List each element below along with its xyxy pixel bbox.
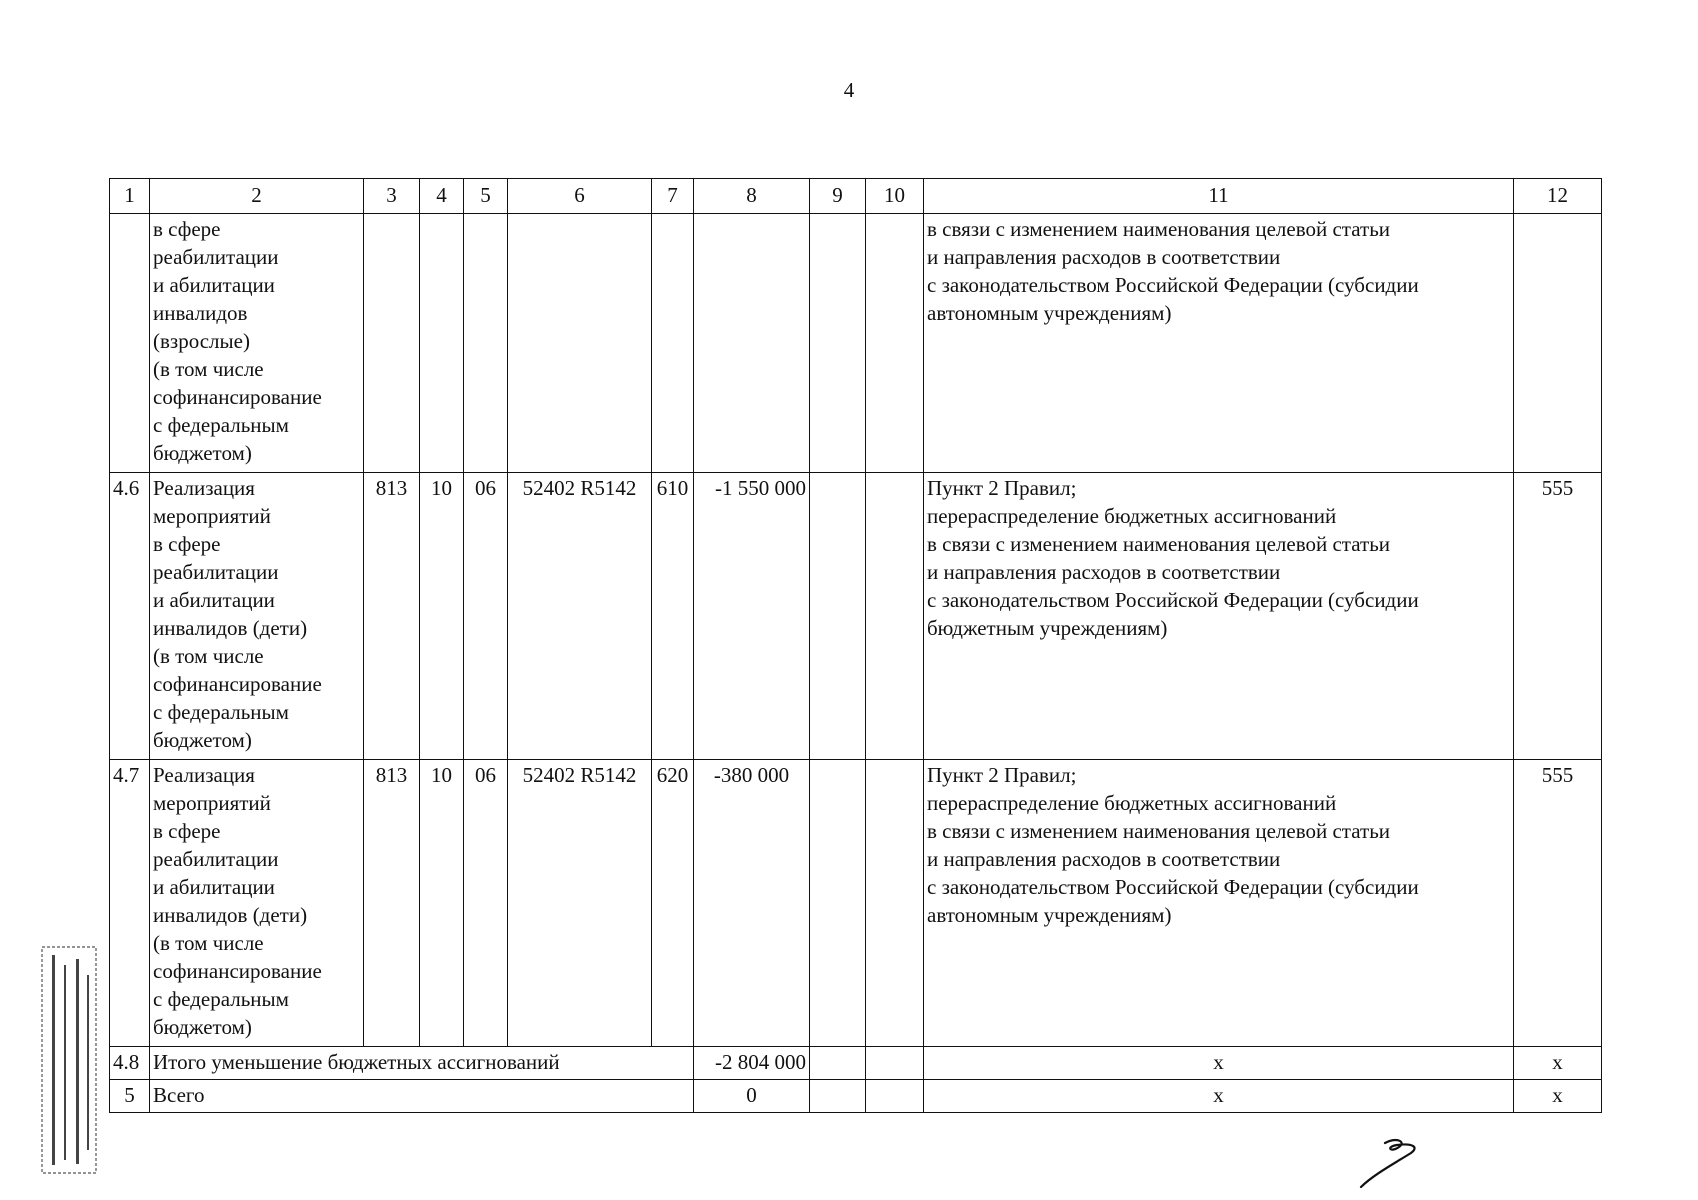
reason-text: в связи с изменением наименования целевой статьи и направления расходов в соответствии с законодательством Российской Федерации (субсидии автономным учреждениям) — [924, 214, 1514, 473]
total-label: Итого уменьшение бюджетных ассигнований — [150, 1047, 694, 1080]
expense-type: 620 — [652, 760, 694, 1047]
target-article: 52402 R5142 — [508, 760, 652, 1047]
header-cell: 12 — [1514, 179, 1602, 214]
total-row — [110, 1080, 1602, 1113]
header-cell: 6 — [508, 179, 652, 214]
header-cell: 2 — [150, 179, 364, 214]
ministry-code: 813 — [364, 473, 420, 760]
header-cell: 5 — [464, 179, 508, 214]
expense-name: Реализация мероприятий в сфере реабилитации и абилитации инвалидов (дети) (в том числе софинансирование с федеральным бюджетом) — [150, 760, 364, 1047]
header-cell: 4 — [420, 179, 464, 214]
row-number: 4.8 — [110, 1047, 150, 1080]
section-code: 10 — [420, 473, 464, 760]
amount-col10 — [866, 760, 924, 1047]
signature — [1355, 1135, 1435, 1190]
header-cell: 7 — [652, 179, 694, 214]
x-mark: х — [924, 1080, 1514, 1113]
row-number: 5 — [110, 1080, 150, 1113]
x-mark: х — [1514, 1047, 1602, 1080]
header-row — [110, 179, 1602, 214]
header-cell: 3 — [364, 179, 420, 214]
total-label: Всего — [150, 1080, 694, 1113]
header-cell: 1 — [110, 179, 150, 214]
subsection-code: 06 — [464, 760, 508, 1047]
row-number: 4.7 — [110, 760, 150, 1047]
table-row — [110, 473, 1602, 760]
amount: -380 000 — [694, 760, 810, 1047]
total-row — [110, 1047, 1602, 1080]
amount-col9 — [810, 473, 866, 760]
x-mark: х — [924, 1047, 1514, 1080]
page-number: 4 — [843, 78, 855, 102]
row-number — [110, 214, 150, 473]
row-number: 4.6 — [110, 473, 150, 760]
expense-name: в сфере реабилитации и абилитации инвалидов (взрослые) (в том числе софинансирование с федеральным бюджетом) — [150, 214, 364, 473]
total-amount: 0 — [694, 1080, 810, 1113]
amount-col10 — [866, 473, 924, 760]
target-article: 52402 R5142 — [508, 473, 652, 760]
header-cell: 8 — [694, 179, 810, 214]
section-code: 10 — [420, 760, 464, 1047]
x-mark: х — [1514, 1080, 1602, 1113]
ministry-code: 813 — [364, 760, 420, 1047]
header-cell: 11 — [924, 179, 1514, 214]
total-amount: -2 804 000 — [694, 1047, 810, 1080]
subsection-code: 06 — [464, 473, 508, 760]
budget-table — [109, 178, 1602, 1113]
amount-col9 — [810, 760, 866, 1047]
reason-text: Пункт 2 Правил; перераспределение бюджетных ассигнований в связи с изменением наименования целевой статьи и направления расходов в соответствии с законодательством Российской Федерации (субсидии бюджетным учреждениям) — [924, 473, 1514, 760]
table-row — [110, 214, 1602, 473]
code-col12: 555 — [1514, 473, 1602, 760]
expense-name: Реализация мероприятий в сфере реабилитации и абилитации инвалидов (дети) (в том числе софинансирование с федеральным бюджетом) — [150, 473, 364, 760]
side-stamp — [40, 945, 100, 1175]
header-cell: 9 — [810, 179, 866, 214]
amount: -1 550 000 — [694, 473, 810, 760]
code-col12: 555 — [1514, 760, 1602, 1047]
table-row — [110, 760, 1602, 1047]
header-cell: 10 — [866, 179, 924, 214]
expense-type: 610 — [652, 473, 694, 760]
reason-text: Пункт 2 Правил; перераспределение бюджетных ассигнований в связи с изменением наименования целевой статьи и направления расходов в соответствии с законодательством Российской Федерации (субсидии автономным учреждениям) — [924, 760, 1514, 1047]
